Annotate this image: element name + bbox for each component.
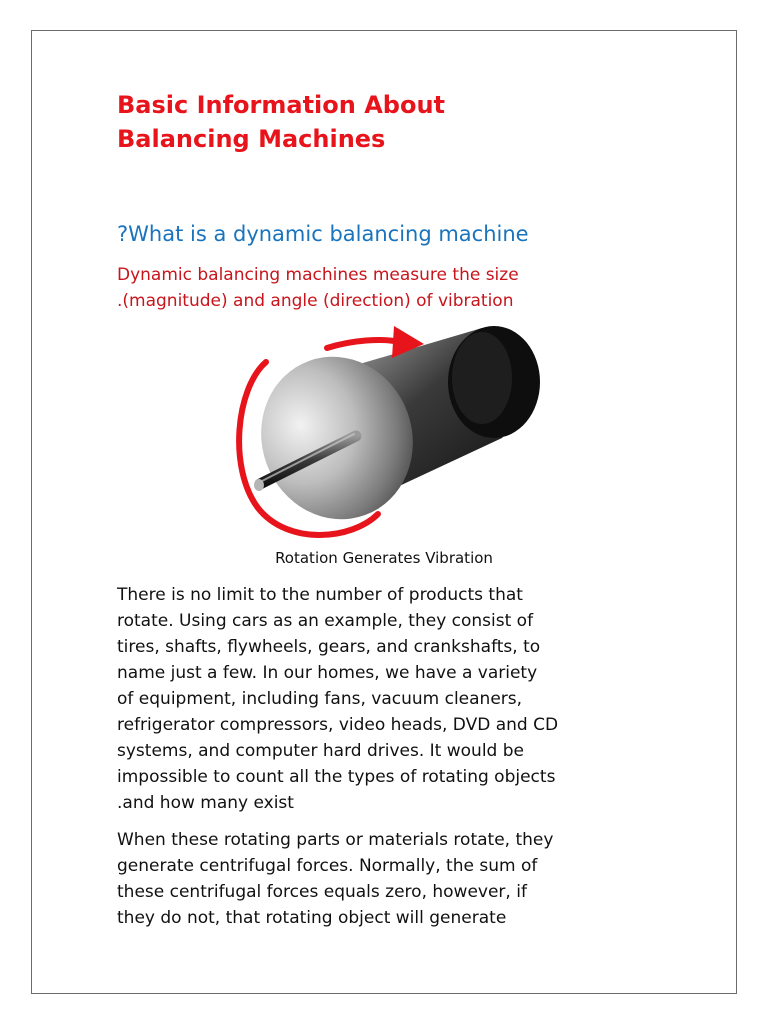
lead-line: Dynamic balancing machines measure the size — [117, 265, 519, 285]
section-question: ?What is a dynamic balancing machine — [117, 222, 529, 246]
paragraph-line: rotate. Using cars as an example, they consist of — [117, 611, 534, 631]
paragraph-line: of equipment, including fans, vacuum cleaners, — [117, 689, 523, 709]
paragraph-line: name just a few. In our homes, we have a variety — [117, 663, 538, 683]
paragraph-line: There is no limit to the number of products that — [117, 585, 523, 605]
document-title-line: Balancing Machines — [117, 125, 386, 153]
paragraph-line: tires, shafts, flywheels, gears, and crankshafts, to — [117, 637, 541, 657]
paragraph-line: generate centrifugal forces. Normally, the sum of — [117, 856, 538, 876]
figure-caption: Rotation Generates Vibration — [275, 549, 493, 567]
paragraph-line: systems, and computer hard drives. It would be — [117, 741, 524, 761]
paragraph-line: they do not, that rotating object will generate — [117, 908, 507, 928]
lead-paragraph — [117, 262, 519, 314]
paragraph-line: refrigerator compressors, video heads, DVD and CD — [117, 715, 559, 735]
paragraph-line: When these rotating parts or materials rotate, they — [117, 830, 554, 850]
lead-line: .(magnitude) and angle (direction) of vibration — [117, 291, 514, 311]
document-title-line: Basic Information About — [117, 91, 445, 119]
body-paragraph — [117, 582, 558, 816]
document-title — [117, 88, 577, 156]
paragraph-line: impossible to count all the types of rotating objects — [117, 767, 556, 787]
body-paragraph — [117, 827, 553, 931]
paragraph-line: these centrifugal forces equals zero, however, if — [117, 882, 527, 902]
paragraph-line: .and how many exist — [117, 793, 294, 813]
rotating-cylinder-illustration — [232, 318, 542, 540]
